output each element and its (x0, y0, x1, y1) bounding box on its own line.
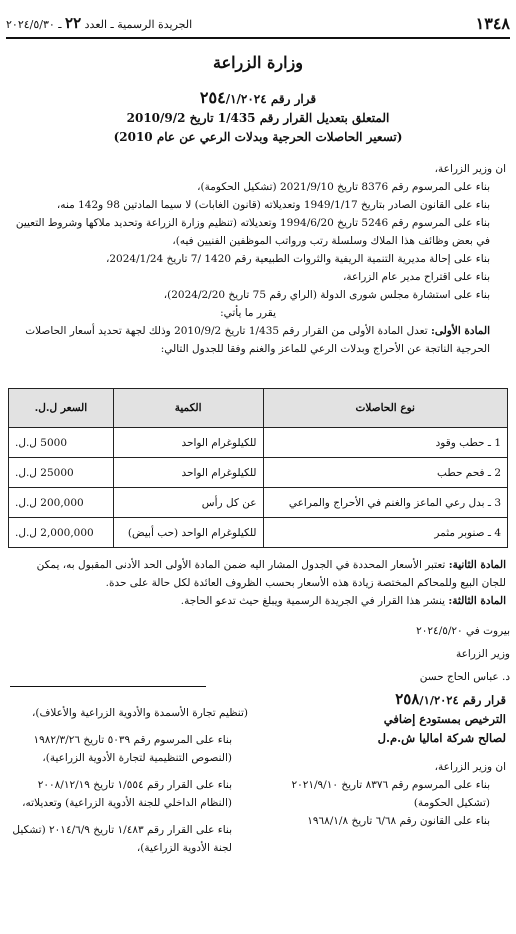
cell-quantity: للكيلوغرام الواحد (113, 428, 263, 458)
preamble-line: بناء على إحالة مديرية التنمية الريفية والثروات الطبيعية رقم 1420 /7 تاريخ 2024/1/24، (105, 253, 490, 265)
header-quantity: الكمية (113, 389, 263, 428)
article-3-text: ينشر هذا القرار في الجريدة الرسمية ويبلغ حيث تدعو الحاجة. (180, 595, 449, 607)
decision2-number-line (274, 690, 506, 710)
page-header (6, 12, 510, 34)
preamble-line: بناء على المرسوم رقم 8376 تاريخ 2021/9/10 (تشكيل الحكومة)، (197, 181, 490, 193)
decision1-prefix: قرار رقم (270, 92, 317, 106)
cell-price: 25000 ل.ل. (9, 458, 114, 488)
preamble-line: بناء على استشارة مجلس شورى الدولة (الراي رقم 75 تاريخ 2024/2/20)، (163, 289, 490, 301)
decision2-subject-2: لصالح شركة اماليا ش.م.ل (377, 731, 506, 745)
preamble-line: بناء على اقتراح مدير عام الزراعة، (343, 271, 490, 283)
preamble-line: (تنظيم تجارة الأسمدة والأدوية الزراعية والأعلاف)، (31, 707, 248, 719)
article-2-lead: المادة الثانية: (448, 559, 506, 571)
article-1-text: تعدل المادة الأولى من القرار رقم 1/435 تاريخ 2010/9/2 وذلك لجهة تحديد أسعار الحاصلات الحرجية الناتجة عن الأحراج وبدلات الرعي للماعز والغنم وفقا للجدول التالي: (25, 325, 490, 355)
signer-title: وزير الزراعة (456, 648, 510, 660)
decision2-right-column (274, 690, 506, 830)
page-number: ١٣٤٨ (475, 13, 510, 33)
article-3-lead: المادة الثالثة: (448, 595, 506, 607)
article-2 (10, 556, 506, 592)
decides-line: يقرر ما يأتي: (220, 307, 276, 319)
decision1-subject-paren: (تسعير الحاصلات الحرجية وبدلات الرعي عن عام 2010) (113, 130, 403, 144)
decision1-body (10, 160, 506, 358)
header-price: السعر ل.ل. (9, 389, 114, 428)
preamble-line: بناء على المرسوم رقم 5246 تاريخ 1994/6/20 وتعديلاته (تنظيم وزارة الزراعة وتحديد ملاكها وشروط التعيين في بعض وظائف هذا الملاك وسلسلة رتب ورواتب الموظفين الفنيين فيه)، (15, 217, 490, 247)
preamble-line: بناء على المرسوم رقم ٨٣٧٦ تاريخ ٢٠٢١/٩/١٠ (تشكيل الحكومة) (291, 779, 490, 809)
decision1-number-line (0, 88, 516, 109)
preamble-line: بناء على القرار رقم ١/٥٥٤ تاريخ ٢٠٠٨/١٢/١٩ (النظام الداخلي للجنة الأدوية الزراعية) وتعديلاته، (22, 779, 232, 809)
table-header-row (9, 389, 508, 428)
preamble-line: بناء على القانون الصادر بتاريخ 1949/1/17 وتعديلاته (قانون الغابات) لا سيما المادتين 98 و142 منه، (56, 199, 490, 211)
article-1-lead: المادة الأولى: (430, 325, 490, 337)
table-row (9, 518, 508, 548)
section-rule (10, 686, 206, 687)
table-row (9, 428, 508, 458)
cell-type: 4 ـ صنوبر مثمر (263, 518, 508, 548)
cell-price: 5000 ل.ل. (9, 428, 114, 458)
decision1-number: ٢٥٤ (199, 88, 226, 107)
issue-number: ٢٢ (65, 14, 82, 32)
decision2-number: ٢٥٨ (395, 690, 420, 708)
publication-info (6, 14, 192, 32)
cell-quantity: للكيلوغرام الواحد (113, 458, 263, 488)
decision1-subject: المتعلق بتعديل القرار رقم 1/435 تاريخ 2010/9/2 (126, 111, 390, 125)
cell-type: 2 ـ فحم حطب (263, 458, 508, 488)
place-date: بيروت في ٢٠٢٤/٥/٢٠ (416, 625, 510, 637)
decision1-year: /١/٢٠٢٤ (225, 92, 267, 106)
header-rule (6, 37, 510, 39)
prices-table (8, 388, 508, 548)
table-row (9, 488, 508, 518)
article-1 (10, 322, 506, 358)
preamble-line: ان وزير الزراعة، (434, 761, 506, 773)
article-2-text: تعتبر الأسعار المحددة في الجدول المشار اليه ضمن المادة الأولى الحد الأدنى المقبول به، يمكن للجان البيع وللمحاكم المختصة زيادة هذه الأسعار بحسب الظروف العائدة لكل حالة على حدة. (36, 559, 506, 589)
article-3 (10, 592, 506, 610)
cell-price: 200,000 ل.ل. (9, 488, 114, 518)
signature-block (390, 620, 510, 689)
decision2-subject-1: الترخيص بمستودع إضافي (383, 712, 506, 726)
decision1-title (0, 88, 516, 147)
cell-quantity: للكيلوغرام الواحد (حب أبيض) (113, 518, 263, 548)
decision2-prefix: قرار رقم (462, 693, 506, 707)
preamble-line: ان وزير الزراعة، (434, 163, 506, 175)
preamble-line: بناء على المرسوم رقم ٥٠٣٩ تاريخ ١٩٨٢/٣/٢٦ (النصوص التنظيمية لتجارة الأدوية الزراعية)، (33, 734, 232, 764)
cell-quantity: عن كل رأس (113, 488, 263, 518)
decision2-left-column (10, 704, 248, 866)
table-row (9, 458, 508, 488)
cell-price: 2,000,000 ل.ل. (9, 518, 114, 548)
ministry-heading: وزارة الزراعة (212, 53, 304, 72)
cell-type: 1 ـ حطب وقود (263, 428, 508, 458)
issue-date: ـ ٢٠٢٤/٥/٣٠ (6, 18, 62, 31)
header-type: نوع الحاصلات (263, 389, 508, 428)
preamble-line: بناء على القانون رقم ٦/٦٨ تاريخ ١٩٦٨/١/٨ (307, 815, 490, 827)
decision2-year: /١/٢٠٢٤ (419, 693, 459, 707)
signer-name: د. عباس الحاج حسن (419, 671, 510, 683)
decision1-articles-2-3 (10, 556, 506, 610)
cell-type: 3 ـ بدل رعي الماعز والغنم في الأحراج والمراعي (263, 488, 508, 518)
preamble-line: بناء على القرار رقم ١/٤٨٣ تاريخ ٢٠١٤/٦/٩ (تشكيل لجنة الأدوية الزراعية)، (12, 824, 232, 854)
publication-name: الجريدة الرسمية ـ العدد (84, 18, 193, 31)
